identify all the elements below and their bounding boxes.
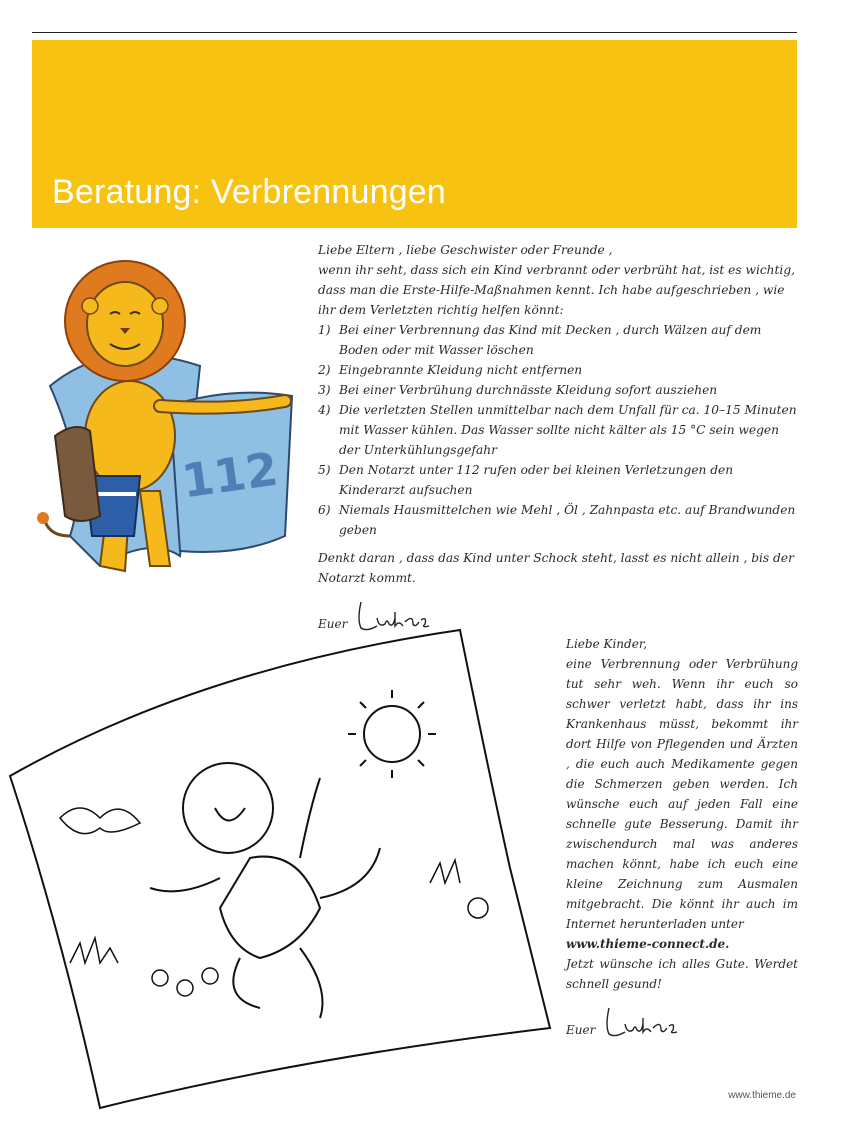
parents-closing: Denkt daran , dass das Kind unter Schock steht, lasst es nicht allein , bis der Notarzt kommt. [318, 551, 794, 585]
thieme-connect-link[interactable]: www.thieme-connect.de. [566, 937, 730, 951]
lion-mascot-illustration [30, 236, 310, 586]
coloring-page-illustration [0, 628, 560, 1113]
kids-letter [566, 634, 798, 1040]
list-item: 2) Eingebrannte Kleidung nicht entfernen [318, 363, 583, 377]
list-item: 6) Niemals Hausmittelchen wie Mehl , Öl , Zahnpasta etc. auf Brandwunden geben [318, 503, 796, 537]
lukas-signature-icon [603, 1004, 683, 1040]
footer-url[interactable]: www.thieme.de [728, 1090, 796, 1101]
kids-signature-block [566, 1004, 798, 1040]
list-item: 4) Die verletzten Stellen unmittelbar nach dem Unfall für ca. 10–15 Minuten mit Wasser kühlen. Das Wasser sollte nicht kälter als 15 °C sein wegen der Unterkühlungsgefahr [318, 403, 797, 457]
page-title: Beratung: Verbrennungen [52, 173, 447, 211]
first-aid-list [318, 320, 800, 540]
kids-closing: Jetzt wünsche ich alles Gute. Werdet schnell gesund! [566, 957, 798, 991]
kids-body: eine Verbrennung oder Verbrühung tut sehr weh. Wenn ihr euch so schwer verletzt habt, dass ihr ins Krankenhaus müsst, bekommt ihr dort Hilfe von Pflegenden und Ärzten , die euch auch Medikamente gegen die Schmerzen geben werden. Ich wünsche euch auf jeden Fall eine schnelle gute Besserung. Damit ihr zwischendurch mal was anderes machen könnt, habe ich euch eine kleine Zeichnung zum Ausmalen mitgebracht. Die könnt ihr auch im Internet herunterladen unter [566, 657, 798, 931]
towel-number: 112 [178, 441, 282, 509]
top-rule [32, 32, 797, 33]
kids-greeting: Liebe Kinder, [566, 637, 648, 651]
parents-letter [318, 240, 800, 634]
list-item: 5) Den Notarzt unter 112 rufen oder bei kleinen Verletzungen den Kinderarzt aufsuchen [318, 463, 734, 497]
parents-intro: wenn ihr seht, dass sich ein Kind verbrannt oder verbrüht hat, ist es wichtig, dass man die Erste-Hilfe-Maßnahmen kennt. Ich habe aufgeschrieben , wie ihr dem Verletzten richtig helfen könnt: [318, 263, 796, 317]
parents-greeting: Liebe Eltern , liebe Geschwister oder Freunde , [318, 243, 613, 257]
title-banner [32, 40, 797, 228]
sign-word: Euer [318, 617, 348, 631]
list-item: 1) Bei einer Verbrennung das Kind mit Decken , durch Wälzen auf dem Boden oder mit Wasser löschen [318, 323, 762, 357]
list-item: 3) Bei einer Verbrühung durchnässte Kleidung sofort ausziehen [318, 383, 718, 397]
sign-word: Euer [566, 1023, 596, 1037]
